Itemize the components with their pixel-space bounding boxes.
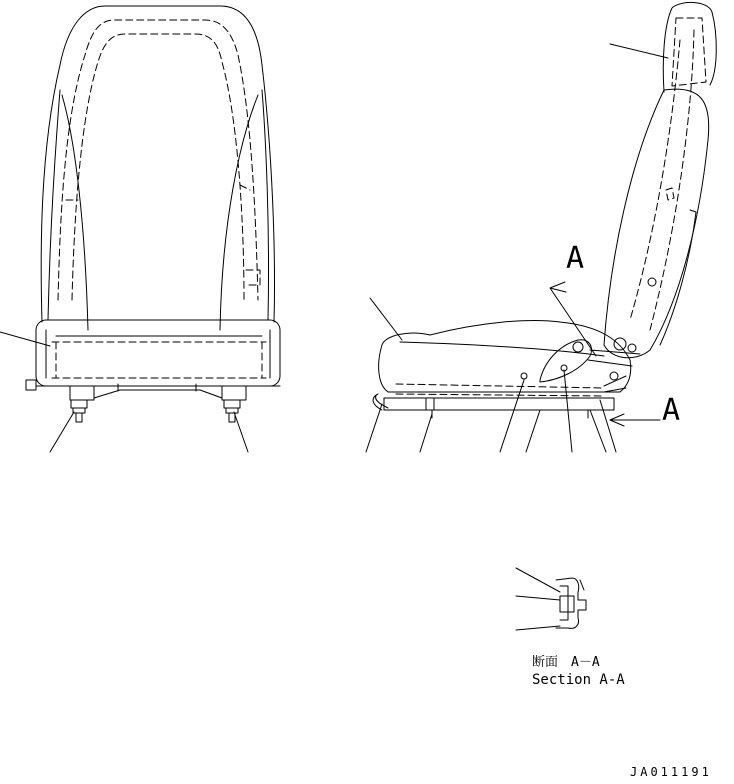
- section-leader-lines: [516, 568, 560, 630]
- front-mount-bolt-left: [71, 400, 87, 422]
- side-recline-bracket: [540, 340, 592, 382]
- front-frame-hidden-line: [58, 20, 258, 300]
- section-marker-right: A: [662, 393, 681, 428]
- front-leader-lines: [0, 332, 248, 452]
- section-caption-english: Section A-A: [532, 672, 625, 688]
- side-slide-rail: [384, 398, 614, 410]
- side-recline-pivot: [573, 342, 583, 352]
- drawing-number: JA011191: [630, 765, 712, 779]
- front-seat-cushion: [36, 320, 280, 386]
- side-seat-cushion: [379, 321, 631, 392]
- section-arrow-right: [610, 414, 660, 426]
- section-marker-top: A: [566, 241, 585, 276]
- front-mount-bolt-right: [224, 400, 240, 422]
- seat-side-view: [366, 2, 716, 452]
- side-backrest-outline: [604, 89, 709, 358]
- side-headrest-outline: [663, 2, 716, 92]
- seat-front-view: [0, 6, 280, 452]
- side-leader-lines: [366, 44, 668, 452]
- front-bolster-right: [220, 95, 258, 330]
- section-a-a-detail: [516, 568, 625, 688]
- section-caption-japanese: 断面 A－A: [532, 655, 600, 670]
